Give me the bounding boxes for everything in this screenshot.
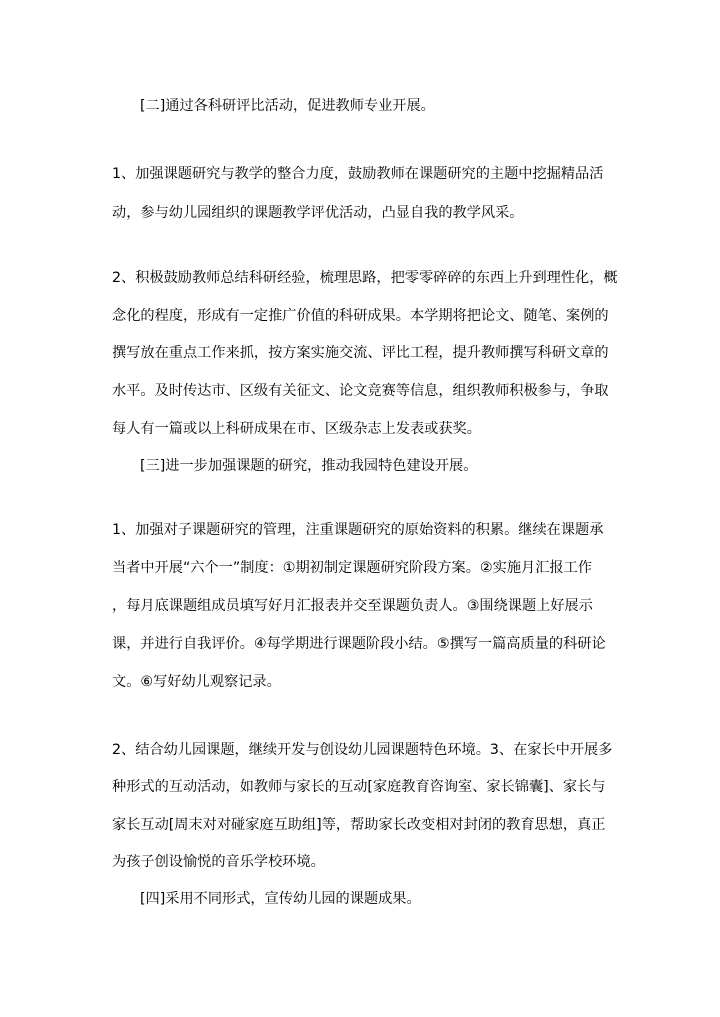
section-heading: [二]通过各科研评比活动，促进教师专业开展。 bbox=[140, 98, 435, 114]
paragraph-line: 家长互动[周末对对碰家庭互助组]等，帮助家长改变相对封闭的教育思想，真正 bbox=[112, 817, 606, 833]
paragraph-line: 1、加强课题研究与教学的整合力度，鼓励教师在课题研究的主题中挖掘精品活 bbox=[112, 166, 604, 182]
section-heading: [四]采用不同形式，宣传幼儿园的课题成果。 bbox=[140, 891, 421, 907]
section-heading: [三]进一步加强课题的研究，推动我园特色建设开展。 bbox=[140, 458, 478, 474]
paragraph-line: 当者中开展“六个一”制度：①期初制定课题研究阶段方案。②实施月汇报工作 bbox=[112, 560, 592, 576]
paragraph-line: 念化的程度，形成有一定推广价值的科研成果。本学期将把论文、随笔、案例的 bbox=[112, 308, 609, 324]
paragraph-line: ，每月底课题组成员填写好月汇报表并交至课题负责人。③围绕课题上好展示 bbox=[112, 598, 593, 614]
paragraph-line: 撰写放在重点工作来抓，按方案实施交流、评比工程，提升教师撰写科研文章的 bbox=[112, 345, 609, 361]
paragraph-line: 课，并进行自我评价。④每学期进行课题阶段小结。⑤撰写一篇高质量的科研论 bbox=[112, 636, 606, 652]
paragraph-line: 2、积极鼓励教师总结科研经验，梳理思路，把零零碎碎的东西上升到理性化，概 bbox=[112, 270, 618, 286]
paragraph-line: 种形式的互动活动，如教师与家长的互动[家庭教育咨询室、家长锦囊]、家长与 bbox=[112, 779, 606, 795]
paragraph-line: 水平。及时传达市、区级有关征文、论文竞赛等信息，组织教师积极参与，争取 bbox=[112, 383, 609, 399]
paragraph-line: 2、结合幼儿园课题，继续开发与创设幼儿园课题特色环境。3、在家长中开展多 bbox=[112, 742, 613, 758]
paragraph-line: 每人有一篇或以上科研成果在市、区级杂志上发表或获奖。 bbox=[112, 421, 481, 437]
paragraph-line: 动，参与幼儿园组织的课题教学评优活动，凸显自我的教学风采。 bbox=[112, 205, 524, 221]
paragraph-line: 文。⑥写好幼儿观察记录。 bbox=[112, 674, 281, 690]
paragraph-line: 为孩子创设愉悦的音乐学校环境。 bbox=[112, 854, 325, 870]
paragraph-line: 1、加强对子课题研究的管理，注重课题研究的原始资料的积累。继续在课题承 bbox=[112, 522, 604, 538]
